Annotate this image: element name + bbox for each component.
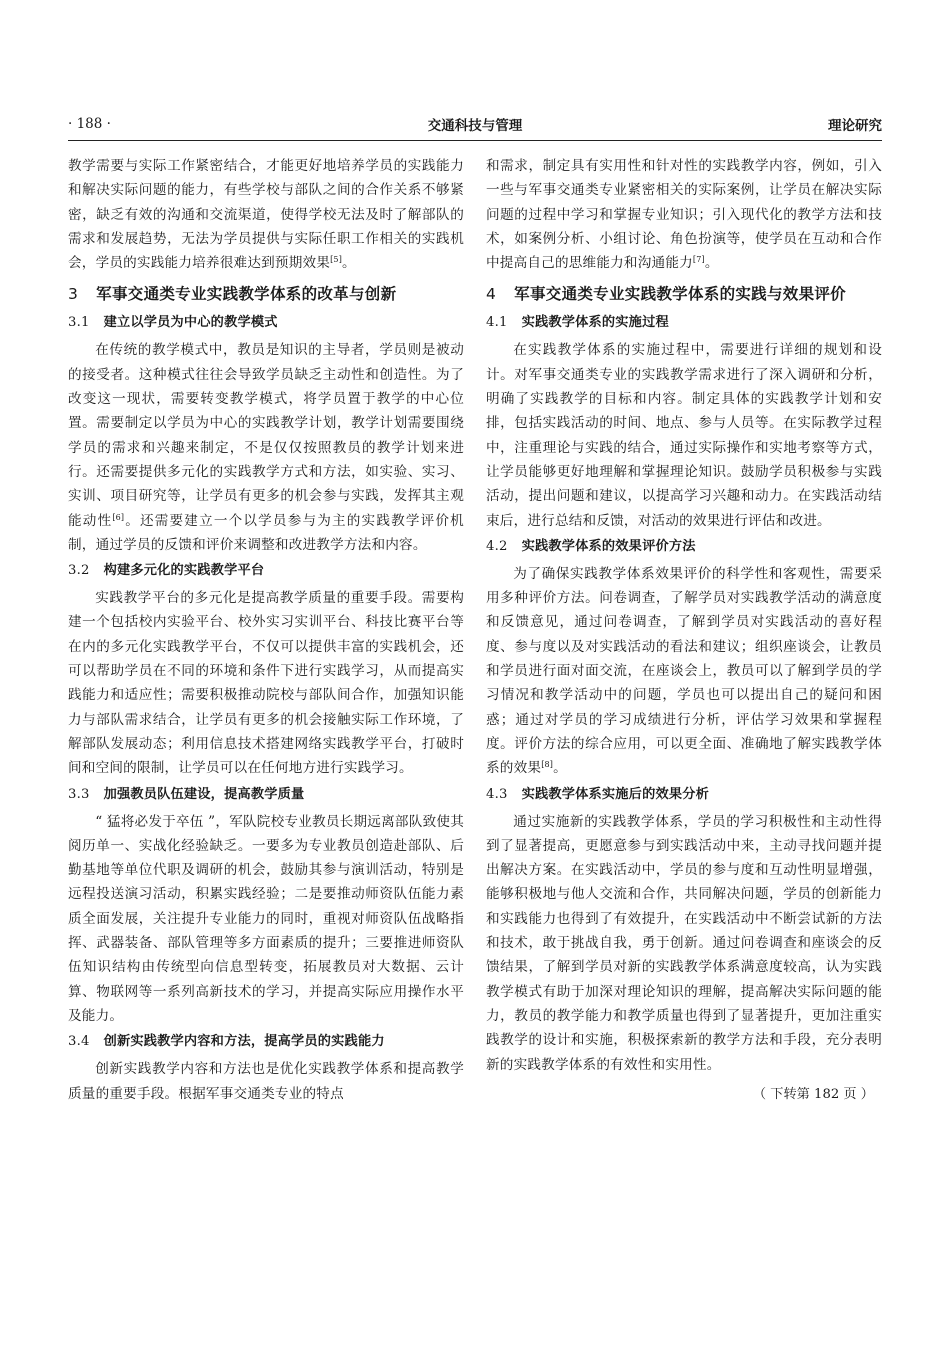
section-3-heading: 3 军事交通类专业实践教学体系的改革与创新 [68,285,397,304]
page-header [68,112,882,138]
subsection-4-3-paragraph: 通过实施新的实践教学体系，学员的学习积极性和主动性得到了显著提高，更愿意参与到实践活动中来，主动寻找问题并提出解决方案。在实践活动中，学员的参与度和互动性明显增强，能够积极地与他人交流和合作，共同解决问题，学员的创新能力和实践能力也得到了有效提升，在实践活动中不断尝试新的方法和技术，敢于挑战自我，勇于创新。通过问卷调查和座谈会的反馈结果，了解到学员对新的实践教学体系满意度较高，认为实践教学模式有助于加深对理论知识的理解，提高解决实际问题的能力，教员的教学能力和教学质量也得到了显著提升，更加注重实践教学的设计和实施，积极探索新的教学方法和手段，充分表明新的实践教学体系的有效性和实用性。 [486,813,882,1073]
subsection-3-3-paragraph: “ 猛将必发于卒伍 ”，军队院校专业教员长期远离部队致使其阅历单一、实战化经验缺乏。一要多为专业教员创造赴部队、后勤基地等单位代职及调研的机会，鼓励其参与演训活动，特别是远程投送演习活动，积累实践经验；二是要推动师资队伍能力素质全面发展，关注提升专业能力的同时，重视对师资队伍战略指挥、武器装备、部队管理等多方面素质的提升；三要推进师资队伍知识结构由传统型向信息型转变，拓展教员对大数据、云计算、物联网等一系列高新技术的学习，并提高实际应用操作水平及能力。 [68,813,464,1024]
subsection-3-2-paragraph: 实践教学平台的多元化是提高教学质量的重要手段。需要构建一个包括校内实验平台、校外实习实训平台、科技比赛平台等在内的多元化实践教学平台，不仅可以提供丰富的实践机会，还可以帮助学员在不同的环境和条件下进行实践学习，从而提高实践能力和适应性；需要积极推动院校与部队间合作，加强知识能力与部队需求结合，让学员有更多的机会接触实际工作环境，了解部队发展动态；利用信息技术搭建网络实践教学平台，打破时间和空间的限制，让学员可以在任何地方进行实践学习。 [68,590,464,777]
section-4-heading: 4 军事交通类专业实践教学体系的实践与效果评价 [486,285,846,304]
intro-paragraph: 教学需要与实际工作紧密结合，才能更好地培养学员的实践能力和解决实际问题的能力，有些学校与部队之间的合作关系不够紧密，缺乏有效的沟通和交流渠道，使得学校无法及时了解部队的需求和发展趋势，无法为学员提供与实际任职工作相关的实践机会，学员的实践能力培养很难达到预期效果[5]。 [68,158,464,272]
subsection-3-1-heading: 3.1 建立以学员为中心的教学模式 [68,315,278,331]
citation: [8] [541,760,554,770]
section-label: 理论研究 [828,118,882,134]
subsection-4-2-heading: 4.2 实践教学体系的效果评价方法 [486,538,696,554]
subsection-4-3-heading: 4.3 实践教学体系实施后的效果分析 [486,786,710,802]
journal-title: 交通科技与管理 [427,118,523,134]
subsection-4-2-paragraph: 为了确保实践教学体系效果评价的科学性和客观性，需要采用多种评价方法。问卷调查，了解学员对实践教学活动的满意度和反馈意见，通过问卷调查，了解到学员对实践活动的喜好程度、参与度以及对实践活动的看法和建议；组织座谈会，让教员和学员进行面对面交流，在座谈会上，教员可以了解到学员的学习情况和教学活动中的问题，学员也可以提出自己的疑问和困惑；通过对学员的学习成绩进行分析，评估学习效果和掌握程度。评价方法的综合应用，可以更全面、准确地了解实践教学体系的效果[8]。 [486,565,882,777]
subsection-4-1-paragraph: 在实践教学体系的实施过程中，需要进行详细的规划和设计。对军事交通类专业的实践教学需求进行了深入调研和分析，明确了实践教学的目标和内容。制定具体的实践教学计划和安排，包括实践活动的时间、地点、参与人员等。在实际教学过程中，注重理论与实践的结合，通过实际操作和实地考察等方式，让学员能够更好地理解和掌握理论知识。鼓励学员积极参与实践活动，提出问题和建议，以提高学习兴趣和动力。在实践活动结束后，进行总结和反馈，对活动的效果进行评估和改进。 [486,342,882,529]
subsection-3-3-heading: 3.3 加强教员队伍建设，提高教学质量 [68,786,305,802]
citation: [6] [112,512,125,522]
page-number: · 188 · [68,116,111,132]
subsection-3-4-heading: 3.4 创新实践教学内容和方法，提高学员的实践能力 [68,1034,385,1050]
continued-paragraph: 和需求，制定具有实用性和针对性的实践教学内容，例如，引入一些与军事交通类专业紧密相关的实际案例，让学员在解决实际问题的过程中学习和掌握专业知识；引入现代化的教学方法和技术，如案例分析、小组讨论、角色扮演等，使学员在互动和合作中提高自己的思维能力和沟通能力[7]。 [486,158,882,272]
subsection-3-1-paragraph: 在传统的教学模式中，教员是知识的主导者，学员则是被动的接受者。这种模式往往会导致学员缺乏主动性和创造性。为了改变这一现状，需要转变教学模式，将学员置于教学的中心位置。需要制定以学员为中心的实践教学计划，教学计划需要围绕学员的需求和兴趣来制定，不是仅仅按照教员的教学计划来进行。还需要提供多元化的实践教学方式和方法，如实验、实习、实训、项目研究等，让学员有更多的机会参与实践，发挥其主观能动性[6]。还需要建立一个以学员参与为主的实践教学评价机制，通过学员的反馈和评价来调整和改进教学方法和内容。 [68,342,464,553]
subsection-4-1-heading: 4.1 实践教学体系的实施过程 [486,315,669,331]
continued-on-note: （ 下转第 182 页 ） [752,1086,874,1102]
subsection-3-4-paragraph: 创新实践教学内容和方法也是优化实践教学体系和提高教学质量的重要手段。根据军事交通类专业的特点 [68,1061,464,1102]
right-column [486,154,882,1102]
left-column [68,154,464,1106]
subsection-3-2-heading: 3.2 构建多元化的实践教学平台 [68,563,265,579]
header-rule [68,140,882,141]
citation: [7] [692,255,705,265]
citation: [5] [330,255,343,265]
